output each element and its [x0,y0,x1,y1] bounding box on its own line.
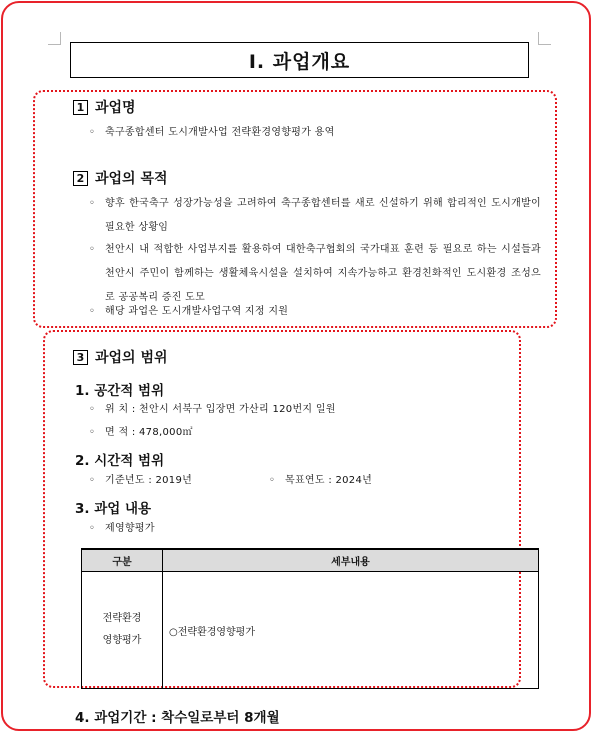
bullet-text: 제영향평가 [105,523,155,534]
bullet-text: 향후 한국축구 성장가능성을 고려하여 축구종합센터를 새로 신설하기 위해 합리적인 도시개발이 필요한 상황임 [105,198,541,233]
bullet-marker: ◦ [89,127,95,138]
table-cell-detail: ○전략환경영향평가 [163,572,539,689]
section-heading-label: 과업명 [95,100,136,116]
location-text: 위 치 : 천안시 서북구 입장면 가산리 120번지 일원 [105,404,336,415]
bullet-marker: ◦ [269,475,275,486]
section-heading-label: 과업의 범위 [95,350,168,366]
bullet-marker: ◦ [89,306,95,317]
page-title: Ⅰ. 과업개요 [70,42,529,78]
list-item [89,121,529,145]
list-item [89,398,509,422]
bullet-text: 천안시 내 적합한 사업부지를 활용하여 대한축구협회의 국가대표 훈련 등 필요로 하는 시설들과 천안시 주민이 함께하는 생활체육시설을 설치하여 지속가능하고 환경친화적인 도시환경 조성으로 공공복리 증진 도모 [105,244,541,303]
list-item [89,517,389,541]
column-header: 세부내용 [163,549,539,572]
task-period: 4. 과업기간 : 착수일로부터 8개월 [75,710,280,726]
list-item [89,469,269,493]
bullet-text: 축구종합센터 도시개발사업 전략환경영향평가 용역 [105,127,335,138]
section-number: 2 [73,171,88,186]
list-item [89,421,509,445]
list-item [269,469,449,493]
section-heading-task-name [73,97,136,117]
subheading-task-content: 3. 과업 내용 [75,501,152,517]
bullet-marker: ◦ [89,427,95,438]
category-label-line: 전략환경 [102,613,142,624]
bullet-marker: ◦ [89,244,95,255]
bullet-text: 해당 과업은 도시개발사업구역 지정 지원 [105,306,289,317]
category-label-line: 영향평가 [102,635,142,646]
section-number: 3 [73,350,88,365]
table-header-row [82,549,539,572]
bullet-marker: ◦ [89,404,95,415]
list-item [89,300,541,324]
task-content-table [81,548,539,689]
bullet-marker: ◦ [89,523,95,534]
subheading-temporal-scope: 2. 시간적 범위 [75,453,165,469]
target-year-text: 목표연도 : 2024년 [285,475,373,486]
table-row [82,572,539,689]
bullet-marker: ◦ [89,198,95,209]
column-header: 구분 [82,549,163,572]
area-text: 면 적 : 478,000㎡ [105,427,193,438]
base-year-text: 기준년도 : 2019년 [105,475,193,486]
section-heading-scope [73,347,168,367]
section-heading-label: 과업의 목적 [95,171,168,187]
list-item [89,192,541,240]
table-cell-category [82,572,163,689]
page-corner-mark [538,32,551,45]
section-number: 1 [73,100,88,115]
subheading-spatial-scope: 1. 공간적 범위 [75,383,165,399]
page-corner-mark [48,32,61,45]
bullet-marker: ◦ [89,475,95,486]
section-heading-purpose [73,168,168,188]
